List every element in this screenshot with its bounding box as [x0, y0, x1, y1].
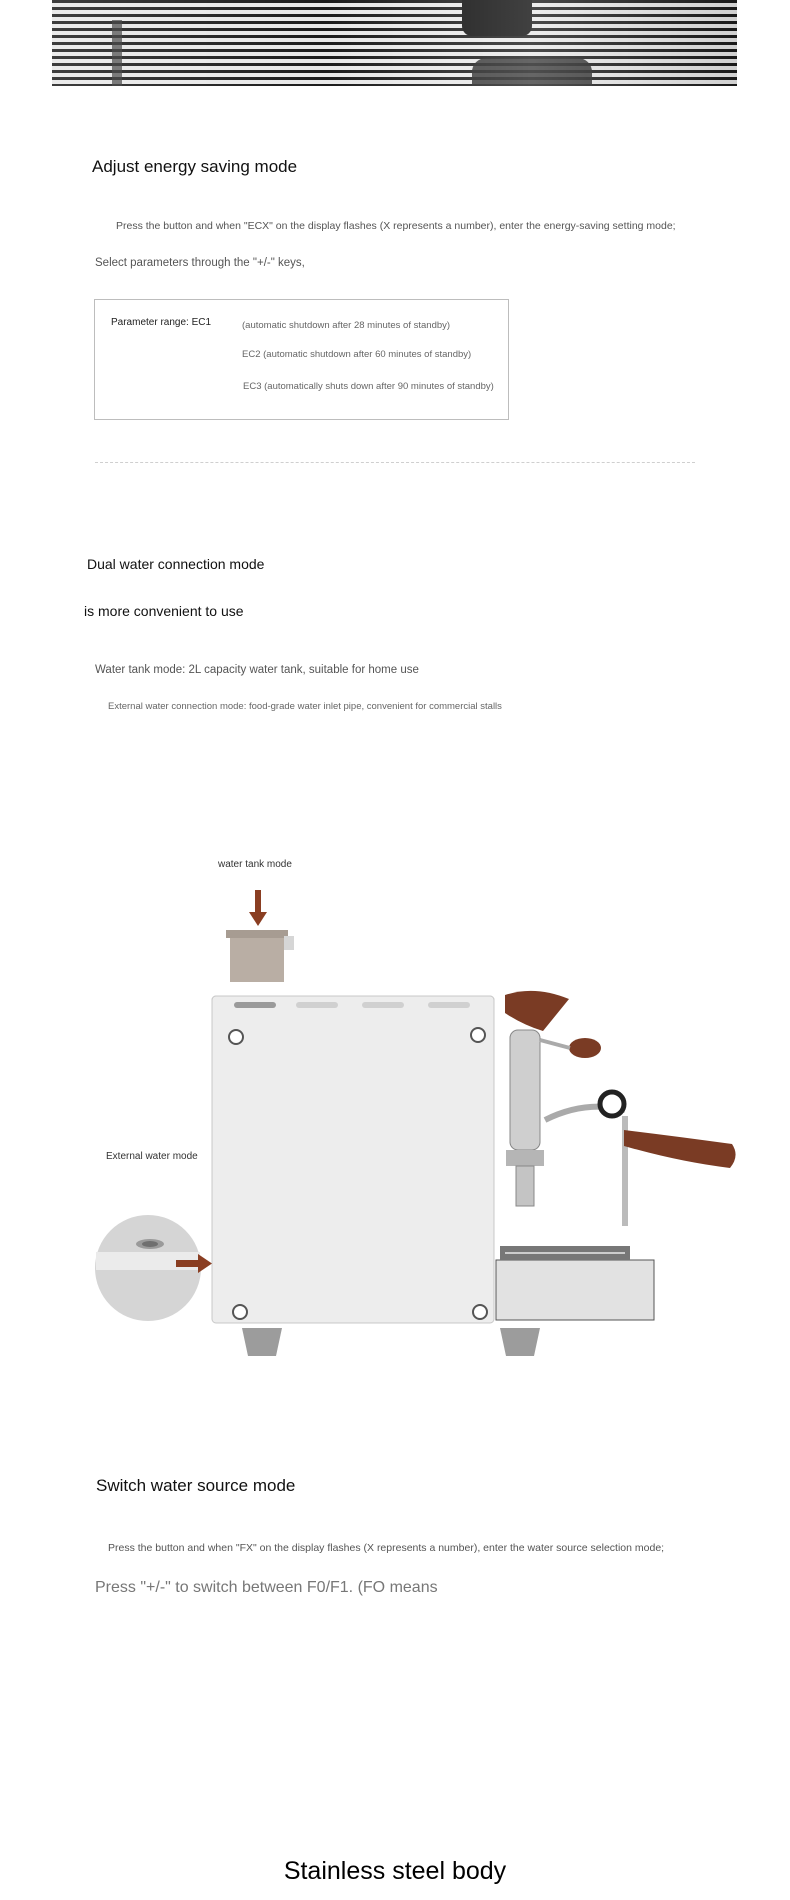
switch-section-title: Switch water source mode — [96, 1476, 296, 1495]
drip-tray — [496, 1246, 654, 1320]
water-section-subtitle: is more convenient to use — [84, 603, 244, 619]
parameter-ec3: EC3 (automatically shuts down after 90 minutes of standby) — [243, 381, 494, 392]
machine-side-panel — [212, 996, 494, 1323]
energy-instruction-2: Select parameters through the "+/-" keys, — [95, 257, 305, 269]
water-mode-tank: Water tank mode: 2L capacity water tank, suitable for home use — [95, 664, 419, 676]
steam-wand — [545, 1092, 628, 1226]
tank-arrow-icon — [249, 890, 267, 926]
portafilter-handle-icon — [624, 1130, 736, 1168]
energy-section-title: Adjust energy saving mode — [92, 157, 298, 176]
stainless-steel-title: Stainless steel body — [283, 1857, 507, 1885]
switch-instruction-2: Press "+/-" to switch between F0/F1. (FO means — [95, 1579, 438, 1596]
water-mode-external: External water connection mode: food-grade water inlet pipe, convenient for commercial stalls — [108, 701, 502, 712]
parameter-box — [94, 299, 509, 420]
machine-feet — [242, 1328, 540, 1356]
water-tank — [226, 930, 294, 982]
divider — [95, 462, 695, 463]
parameter-ec1: (automatic shutdown after 28 minutes of standby) — [242, 320, 451, 331]
label-external-water-mode: External water mode — [106, 1151, 198, 1162]
parameter-range-label: Parameter range: EC1 — [111, 317, 212, 328]
switch-instruction-1: Press the button and when "FX" on the display flashes (X represents a number), enter the water source selection mode; — [108, 1542, 665, 1554]
hero-banner-image — [52, 0, 737, 86]
espresso-machine-diagram — [0, 880, 790, 1390]
label-water-tank-mode: water tank mode — [218, 859, 292, 870]
energy-instruction-1: Press the button and when "ECX" on the display flashes (X represents a number), enter the energy-saving setting mode; — [116, 220, 676, 232]
group-head — [506, 1030, 544, 1206]
water-section-title: Dual water connection mode — [87, 556, 265, 572]
parameter-ec2: EC2 (automatic shutdown after 60 minutes of standby) — [242, 349, 472, 360]
external-water-inset — [95, 1215, 201, 1321]
